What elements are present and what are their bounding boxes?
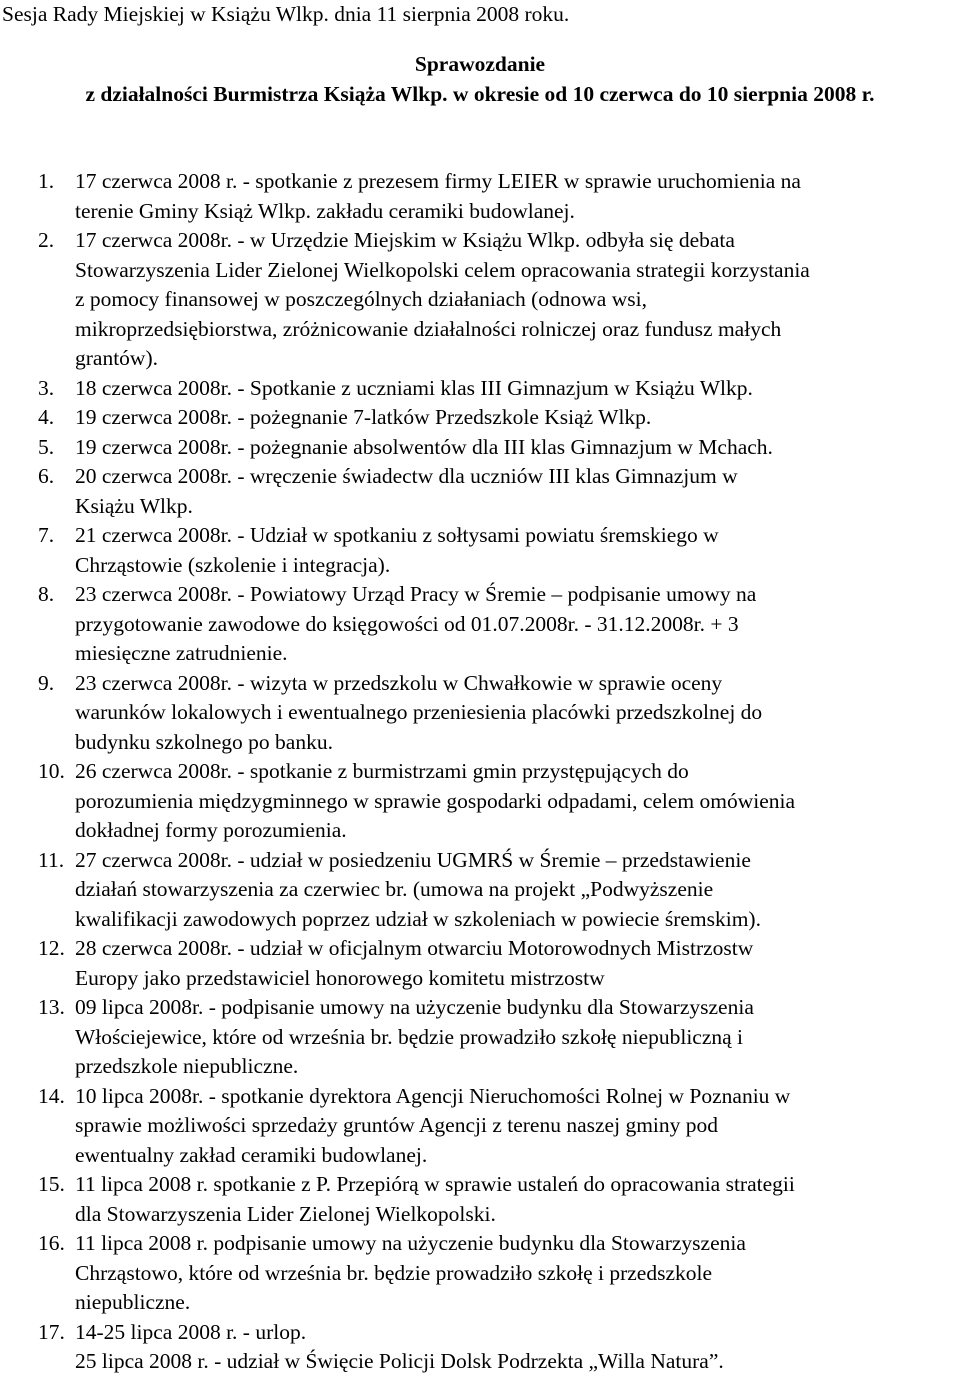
list-item-number: 12. bbox=[38, 936, 65, 960]
list-item-text-line: Książu Wlkp. bbox=[75, 493, 193, 518]
list-item bbox=[0, 934, 960, 993]
list-item-text-line: dla Stowarzyszenia Lider Zielonej Wielkopolski. bbox=[75, 1201, 496, 1226]
list-item-number: 11. bbox=[38, 847, 65, 872]
list-item-text-line: przedszkole niepubliczne. bbox=[75, 1054, 299, 1078]
activity-list bbox=[0, 167, 960, 1377]
list-item-text-line: 11 lipca 2008 r. spotkanie z P. Przepiórą w sprawie ustaleń do opracowania strategii bbox=[75, 1172, 795, 1196]
list-item-number: 2. bbox=[38, 228, 55, 252]
list-item-text-line: miesięczne zatrudnienie. bbox=[75, 641, 288, 665]
list-item bbox=[0, 1229, 960, 1318]
report-subtitle: z działalności Burmistrza Książa Wlkp. w okresie od 10 czerwca do 10 sierpnia 2008 r. bbox=[85, 82, 875, 106]
list-item-text-line: niepubliczne. bbox=[75, 1290, 191, 1314]
list-item-text-line: 11 lipca 2008 r. podpisanie umowy na użyczenie budynku dla Stowarzyszenia bbox=[75, 1231, 746, 1255]
list-item bbox=[0, 580, 960, 669]
list-item bbox=[0, 226, 960, 374]
session-header: Sesja Rady Miejskiej w Książu Wlkp. dnia 11 sierpnia 2008 roku. bbox=[2, 2, 570, 26]
list-item-text-line: Europy jako przedstawiciel honorowego komitetu mistrzostw bbox=[75, 965, 605, 990]
list-item-text-line: sprawie możliwości sprzedaży gruntów Agencji z terenu naszej gminy pod bbox=[75, 1113, 719, 1137]
list-item-text-line: Chrząstowo, które od września br. będzie prowadziło szkołę i przedszkole bbox=[75, 1260, 713, 1285]
list-item bbox=[0, 403, 960, 433]
list-item-text-line: budynku szkolnego po banku. bbox=[75, 729, 333, 754]
list-item bbox=[0, 993, 960, 1082]
list-item-text-line: grantów). bbox=[75, 346, 158, 370]
list-item bbox=[0, 846, 960, 935]
list-item-text-line: 25 lipca 2008 r. - udział w Święcie Policji Dolsk Podrzekta „Willa Natura”. bbox=[75, 1349, 724, 1373]
list-item bbox=[0, 1170, 960, 1229]
list-item-text-line: 18 czerwca 2008r. - Spotkanie z uczniami klas III Gimnazjum w Książu Wlkp. bbox=[75, 375, 753, 400]
list-item-text-line: 23 czerwca 2008r. - Powiatowy Urząd Pracy w Śremie – podpisanie umowy na bbox=[75, 582, 757, 606]
list-item-text-line: 19 czerwca 2008r. - pożegnanie absolwentów dla III klas Gimnazjum w Mchach. bbox=[75, 434, 773, 459]
list-item-text-line: 10 lipca 2008r. - spotkanie dyrektora Agencji Nieruchomości Rolnej w Poznaniu w bbox=[75, 1083, 791, 1108]
list-item-text-line: 28 czerwca 2008r. - udział w oficjalnym otwarciu Motorowodnych Mistrzostw bbox=[75, 936, 754, 960]
list-item-text-line: dokładnej formy porozumienia. bbox=[75, 818, 347, 842]
list-item-text-line: 14-25 lipca 2008 r. - urlop. bbox=[75, 1319, 307, 1344]
list-item-number: 4. bbox=[38, 405, 55, 429]
list-item-number: 14. bbox=[38, 1083, 65, 1108]
list-item bbox=[0, 1318, 960, 1377]
list-item bbox=[0, 167, 960, 226]
list-item-number: 17. bbox=[38, 1319, 65, 1344]
list-item bbox=[0, 521, 960, 580]
list-item-number: 3. bbox=[38, 375, 55, 400]
list-item bbox=[0, 1082, 960, 1171]
list-item bbox=[0, 374, 960, 404]
list-item-text-line: 21 czerwca 2008r. - Udział w spotkaniu z sołtysami powiatu śremskiego w bbox=[75, 523, 719, 547]
list-item-text-line: porozumienia międzygminnego w sprawie gospodarki odpadami, celem omówienia bbox=[75, 788, 796, 813]
list-item-number: 10. bbox=[38, 759, 65, 783]
list-item-number: 6. bbox=[38, 464, 55, 488]
list-item-text-line: ewentualny zakład ceramiki budowlanej. bbox=[75, 1142, 428, 1167]
list-item-text-line: mikroprzedsiębiorstwa, zróżnicowanie działalności rolniczej oraz fundusz małych bbox=[75, 316, 782, 341]
list-item-number: 13. bbox=[38, 995, 65, 1019]
list-item-text-line: Stowarzyszenia Lider Zielonej Wielkopolski celem opracowania strategii korzystania bbox=[75, 257, 810, 282]
list-item bbox=[0, 433, 960, 463]
list-item-number: 8. bbox=[38, 582, 55, 606]
list-item-number: 1. bbox=[38, 169, 55, 193]
list-item-text-line: 20 czerwca 2008r. - wręczenie świadectw dla uczniów III klas Gimnazjum w bbox=[75, 464, 738, 488]
list-item-number: 9. bbox=[38, 670, 55, 695]
list-item-text-line: 27 czerwca 2008r. - udział w posiedzeniu UGMRŚ w Śremie – przedstawienie bbox=[75, 847, 751, 872]
list-item-number: 15. bbox=[38, 1172, 65, 1196]
list-item bbox=[0, 757, 960, 846]
list-item-text-line: 09 lipca 2008r. - podpisanie umowy na użyczenie budynku dla Stowarzyszenia bbox=[75, 995, 754, 1019]
list-item-text-line: warunków lokalowych i ewentualnego przeniesienia placówki przedszkolnej do bbox=[75, 700, 763, 724]
list-item bbox=[0, 669, 960, 758]
list-item-text-line: 23 czerwca 2008r. - wizyta w przedszkolu w Chwałkowie w sprawie oceny bbox=[75, 670, 723, 695]
list-item-text-line: Włościejewice, które od września br. będzie prowadziło szkołę niepubliczną i bbox=[75, 1024, 744, 1049]
list-item bbox=[0, 462, 960, 521]
list-item-text-line: z pomocy finansowej w poszczególnych działaniach (odnowa wsi, bbox=[75, 287, 647, 311]
list-item-text-line: 19 czerwca 2008r. - pożegnanie 7-latków Przedszkole Książ Wlkp. bbox=[75, 405, 652, 429]
list-item-text-line: 26 czerwca 2008r. - spotkanie z burmistrzami gmin przystępujących do bbox=[75, 759, 689, 783]
list-item-text-line: przygotowanie zawodowe do księgowości od 01.07.2008r. - 31.12.2008r. + 3 bbox=[75, 611, 739, 636]
report-title: Sprawozdanie bbox=[414, 52, 546, 76]
list-item-text-line: terenie Gminy Książ Wlkp. zakładu ceramiki budowlanej. bbox=[75, 198, 575, 223]
list-item-text-line: działań stowarzyszenia za czerwiec br. (umowa na projekt „Podwyższenie bbox=[75, 877, 714, 901]
list-item-text-line: Chrząstowie (szkolenie i integracja). bbox=[75, 552, 391, 577]
list-item-number: 7. bbox=[38, 523, 55, 547]
list-item-number: 16. bbox=[38, 1231, 65, 1255]
list-item-text-line: 17 czerwca 2008 r. - spotkanie z prezesem firmy LEIER w sprawie uruchomienia na bbox=[75, 169, 801, 193]
list-item-text-line: 17 czerwca 2008r. - w Urzędzie Miejskim w Książu Wlkp. odbyła się debata bbox=[75, 228, 735, 252]
list-item-text-line: kwalifikacji zawodowych poprzez udział w szkoleniach w powiecie śremskim). bbox=[75, 906, 761, 931]
list-item-number: 5. bbox=[38, 434, 55, 459]
